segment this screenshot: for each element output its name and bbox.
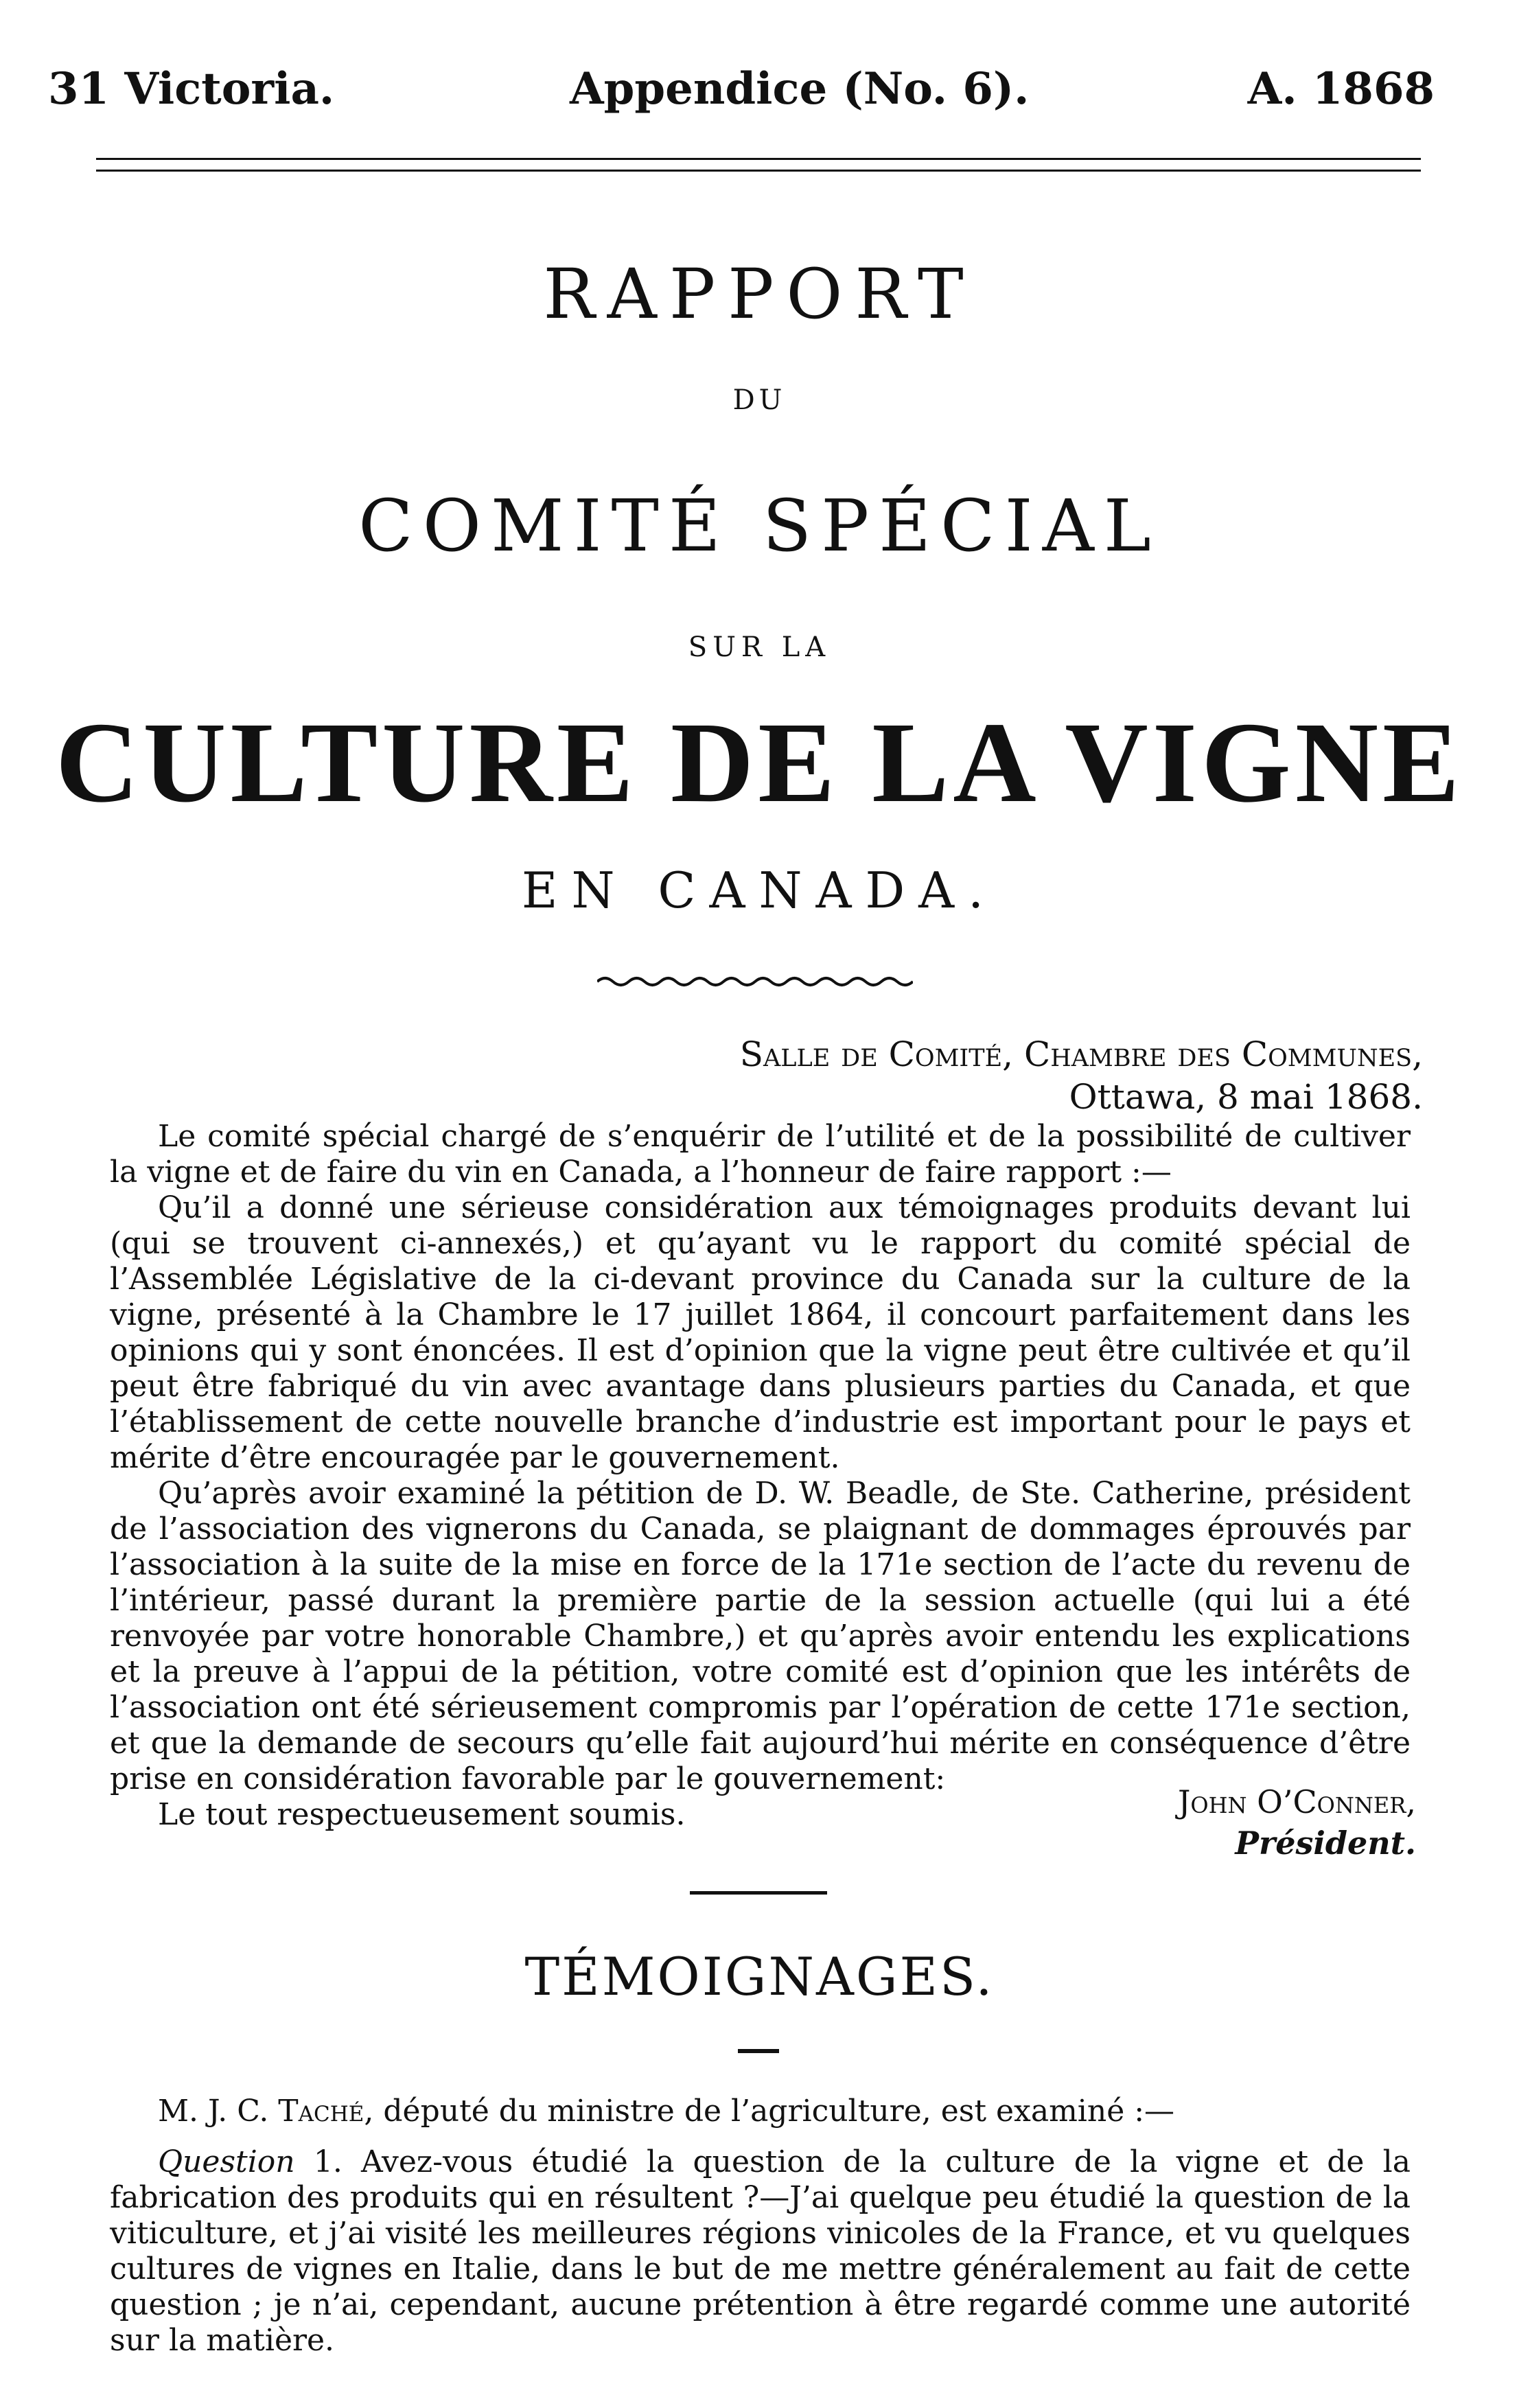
question-label: Question	[158, 2144, 295, 2179]
header-double-rule	[96, 158, 1421, 172]
paragraph: Qu’il a donné une sérieuse considération aux témoignages produits devant lui (qui se trouvent ci-annexés,) et qu’ayant vu le rapport du comité spécial de l’Assemblée Législative de la ci-devant province du Canada sur la culture de la vigne, présenté à la Chambre le 17 juillet 1864, il concourt parfaitement dans les opinions qui y sont énoncées. Il est d’opinion que la vigne peut être cultivée et qu’il peut être fabriqué du vin avec avantage dans plusieurs parties du Canada, et que l’établissement de cette nouvelle branche d’industrie est important pour le pays et mérite d’être encouragée par le gouvernement.	[110, 1190, 1411, 1475]
dateline	[740, 1033, 1423, 1118]
report-body	[110, 1119, 1411, 1833]
header-appendix: Appendice (No. 6).	[570, 63, 1030, 115]
paragraph: Le comité spécial chargé de s’enquérir de l’utilité et de la possibilité de cultiver la vigne et de faire du vin en Canada, a l’honneur de faire rapport :—	[110, 1119, 1411, 1190]
ornamental-wavy-rule	[597, 975, 913, 988]
question-text: 1. Avez-vous étudié la question de la culture de la vigne et de la fabrication des produits qui en résultent ?—J’ai quelque peu étudié la question de la viticulture, et j’ai visité les meilleures régions vinicoles de la France, et vu quelques cultures de vignes en Italie, dans le but de me mettre généralement au fait de cette question ; je n’ai, cependant, aucune prétention à être regardé comme une autorité sur la matière.	[110, 2144, 1411, 2358]
dateline-date: Ottawa, 8 mai 1868.	[1069, 1077, 1423, 1117]
section-heading: TÉMOIGNAGES.	[524, 1946, 995, 2007]
header-year: A. 1868	[1247, 63, 1435, 115]
header-session: 31 Victoria.	[48, 63, 335, 115]
signature-title: Président.	[1235, 1825, 1416, 1862]
question-1	[110, 2144, 1411, 2359]
section-divider	[690, 1891, 827, 1895]
witness-name: M. J. C. Taché,	[158, 2094, 374, 2129]
signature-name: John O’Conner,	[1177, 1783, 1416, 1820]
witness-intro	[110, 2094, 1411, 2129]
dateline-place: Salle de Comité, Chambre des Communes,	[739, 1034, 1423, 1074]
title-du: DU	[732, 384, 787, 416]
paragraph: Le tout respectueusement soumis.	[158, 1797, 686, 1832]
witness-intro-text: député du ministre de l’agriculture, est examiné :—	[373, 2094, 1175, 2129]
signature-block	[1178, 1781, 1416, 1864]
title-culture-de-la-vigne: CULTURE DE LA VIGNE	[55, 699, 1464, 826]
testimony-body	[110, 2094, 1411, 2359]
title-comite-special: COMITÉ SPÉCIAL	[358, 484, 1161, 568]
heading-dash	[738, 2049, 779, 2053]
title-en-canada: EN CANADA.	[521, 861, 998, 919]
page-header	[48, 27, 1435, 124]
paragraph: Qu’après avoir examiné la pétition de D. W. Beadle, de Ste. Catherine, président de l’association des vignerons du Canada, se plaignant de dommages éprouvés par l’association à la suite de la mise en force de la 171e section de l’acte du revenu de l’intérieur, passé durant la première partie de la session actuelle (qui lui a été renvoyée par votre honorable Chambre,) et qu’après avoir entendu les explications et la preuve à l’appui de la pétition, votre comité est d’opinion que les intérêts de l’association ont été sérieusement compromis par l’opération de cette 171e section, et que la demande de secours qu’elle fait aujourd’hui mérite en conséquence d’être prise en considération favorable par le gouvernement:	[110, 1476, 1411, 1796]
title-rapport: RAPPORT	[543, 254, 976, 334]
title-sur-la: SUR LA	[688, 632, 831, 663]
